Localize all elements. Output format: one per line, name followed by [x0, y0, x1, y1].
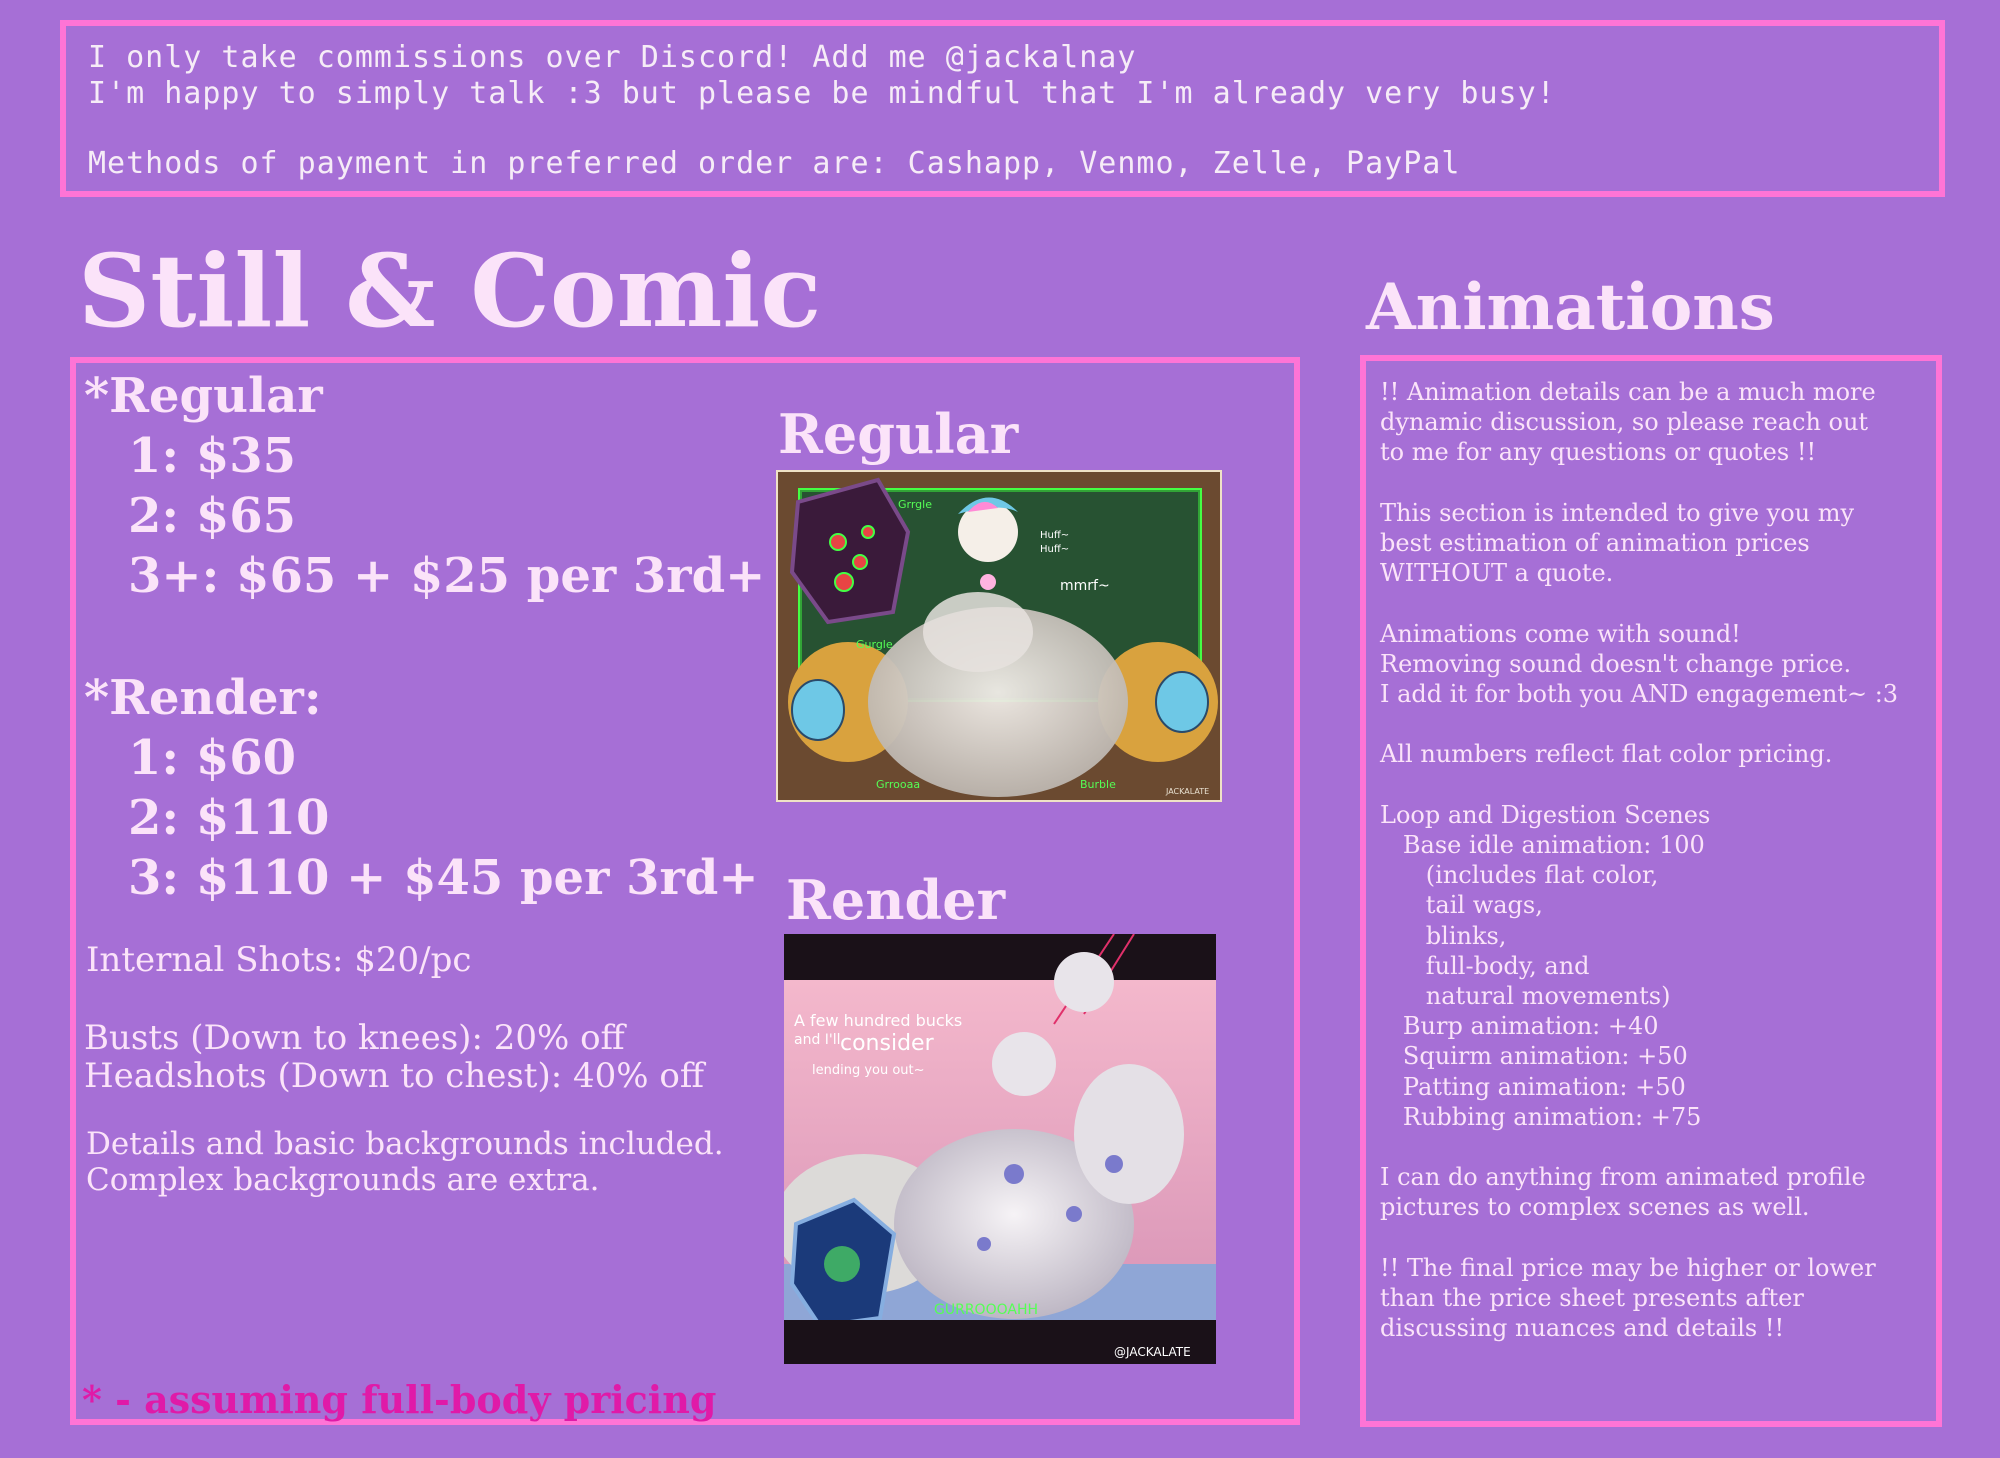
discord-line: I only take commissions over Discord! Add me @jackalnay [88, 40, 1137, 75]
art-grrgle-text: Grrgle [898, 498, 932, 511]
example-render-label: Render [786, 868, 1006, 932]
animation-text-line: blinks, [1380, 921, 1507, 950]
animation-text-line: WITHOUT a quote. [1380, 559, 1614, 588]
render-price-1: 1: $60 [128, 730, 297, 786]
payment-methods-line: Methods of payment in preferred order are: Cashapp, Venmo, Zelle, PayPal [88, 146, 1461, 181]
art-gurgle-text: Gurgle [856, 638, 893, 651]
art-gurrooo-text: GURROOOAHH [934, 1302, 1038, 1318]
animation-text-line: best estimation of animation prices [1380, 529, 1810, 557]
complex-backgrounds: Complex backgrounds are extra. [86, 1162, 600, 1198]
animation-text-line: !! The final price may be higher or lower [1380, 1253, 1876, 1282]
animation-text-line: !! Animation details can be a much more [1380, 378, 1876, 406]
animation-text-line: dynamic discussion, so please reach out [1380, 408, 1869, 437]
art-speech-1: A few hundred bucks [794, 1011, 963, 1030]
animation-text-line: All numbers reflect flat color pricing. [1380, 740, 1833, 769]
animations-title: Animations [1366, 270, 1775, 345]
animation-text-line: tail wags, [1380, 891, 1543, 920]
animation-text-line: Burp animation: +40 [1380, 1012, 1659, 1041]
animation-text-line: discussing nuances and details !! [1380, 1314, 1785, 1343]
art-burble-text: Burble [1080, 778, 1116, 791]
busts-discount: Busts (Down to knees): 20% off [84, 1018, 625, 1058]
animation-text-line: Base idle animation: 100 [1380, 831, 1705, 859]
animation-text-line: Removing sound doesn't change price. [1380, 649, 1852, 678]
render-price-3: 3: $110 + $45 per 3rd+ [128, 850, 759, 906]
animation-text-line: Animations come with sound! [1380, 619, 1741, 648]
regular-example-image [776, 470, 1222, 802]
animation-text-line: Loop and Digestion Scenes [1380, 800, 1711, 829]
headshots-discount: Headshots (Down to chest): 40% off [84, 1056, 704, 1096]
art-render-signature: @JACKALATE [1114, 1345, 1191, 1359]
art-mmrf-text: mmrf~ [1060, 578, 1110, 594]
internal-shots: Internal Shots: $20/pc [86, 940, 472, 980]
animation-text-line: Patting animation: +50 [1380, 1072, 1686, 1101]
still-comic-title: Still & Comic [78, 232, 822, 350]
busy-line: I'm happy to simply talk :3 but please be mindful that I'm already very busy! [88, 76, 1556, 111]
regular-heading: *Regular [84, 368, 323, 424]
art-grrooaa-text: Grrooaa [876, 778, 921, 791]
art-huff1-text: Huff~ [1040, 530, 1070, 541]
art-speech-2: and I'll [794, 1032, 841, 1048]
render-price-2: 2: $110 [128, 790, 330, 846]
render-heading: *Render: [84, 670, 322, 726]
art-speech-3: consider [840, 1031, 934, 1056]
animation-text-line: Rubbing animation: +75 [1380, 1102, 1702, 1131]
full-body-footnote: * - assuming full-body pricing [82, 1377, 717, 1422]
animation-text-line: I can do anything from animated profile [1380, 1163, 1866, 1192]
art-signature-text: JACKALATE [1166, 787, 1210, 796]
contact-info-box [60, 20, 1945, 197]
animation-text-line: than the price sheet presents after [1380, 1284, 1804, 1312]
animation-text-line: I add it for both you AND engagement~ :3 [1380, 680, 1899, 708]
animation-text-line: to me for any questions or quotes !! [1380, 438, 1817, 467]
regular-price-1: 1: $35 [128, 428, 297, 484]
animation-text-line: full-body, and [1380, 951, 1590, 980]
art-speech-4: lending you out~ [812, 1063, 925, 1078]
animation-text-line: Squirm animation: +50 [1380, 1042, 1688, 1071]
example-regular-label: Regular [778, 402, 1019, 466]
render-example-image [784, 934, 1216, 1364]
animation-text-line: pictures to complex scenes as well. [1380, 1193, 1810, 1222]
art-huff2-text: Huff~ [1040, 544, 1070, 555]
regular-price-2: 2: $65 [128, 488, 297, 544]
animation-text-line: (includes flat color, [1380, 861, 1659, 890]
regular-price-3: 3+: $65 + $25 per 3rd+ [128, 548, 766, 604]
animation-text-line: This section is intended to give you my [1380, 498, 1855, 527]
details-included: Details and basic backgrounds included. [86, 1126, 724, 1162]
animation-text-line: natural movements) [1380, 982, 1671, 1010]
